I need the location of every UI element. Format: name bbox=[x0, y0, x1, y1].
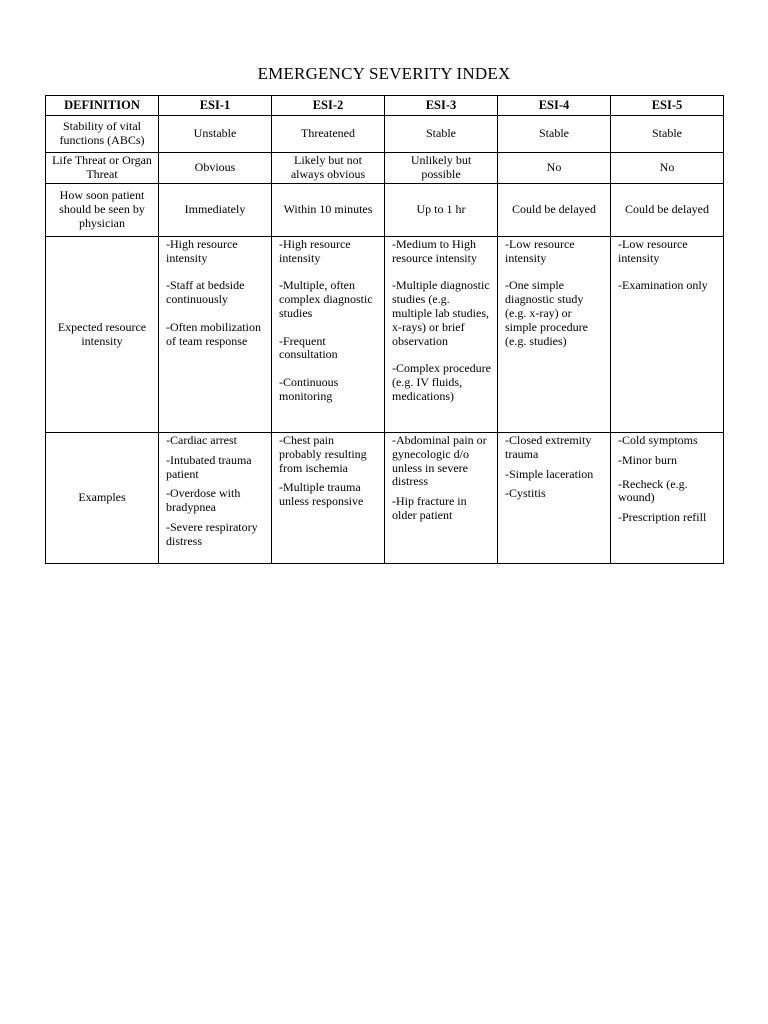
list-item: -Cold symptoms bbox=[618, 433, 698, 447]
table-cell bbox=[385, 433, 498, 564]
table-cell: No bbox=[498, 153, 611, 184]
table-row bbox=[46, 184, 724, 237]
table-cell: Within 10 minutes bbox=[272, 184, 385, 237]
list-item: -Closed extremity trauma bbox=[505, 433, 592, 461]
list-item: -Multiple, often complex diagnostic studies bbox=[279, 278, 373, 320]
document-title: EMERGENCY SEVERITY INDEX bbox=[257, 64, 511, 83]
row-label: Examples bbox=[46, 433, 159, 564]
list-item: -Cystitis bbox=[505, 486, 546, 501]
table-cell bbox=[498, 237, 611, 433]
list-item: -Low resource intensity bbox=[618, 237, 688, 265]
row-label: How soon patient should be seen by physician bbox=[46, 184, 159, 237]
table-cell bbox=[159, 433, 272, 564]
list-item: -Multiple diagnostic studies (e.g. multiple lab studies, x-rays) or brief observation bbox=[392, 278, 490, 348]
list-item: -Chest pain probably resulting from ischemia bbox=[279, 433, 367, 475]
table-cell: Immediately bbox=[159, 184, 272, 237]
list-item: -Staff at bedside continuously bbox=[166, 278, 245, 307]
table-cell: Stable bbox=[611, 116, 724, 153]
list-item: -Examination only bbox=[618, 278, 708, 293]
header-esi-2: ESI-2 bbox=[272, 96, 385, 116]
row-label: Life Threat or Organ Threat bbox=[46, 153, 159, 184]
table-cell: Likely but not always obvious bbox=[272, 153, 385, 184]
header-esi-4: ESI-4 bbox=[498, 96, 611, 116]
table-row bbox=[46, 237, 724, 433]
table-cell: Up to 1 hr bbox=[385, 184, 498, 237]
table-cell: Unlikely but possible bbox=[385, 153, 498, 184]
list-item: -One simple diagnostic study (e.g. x-ray) or simple procedure (e.g. studies) bbox=[505, 278, 588, 348]
table-cell: No bbox=[611, 153, 724, 184]
row-label: Expected resource intensity bbox=[46, 237, 159, 433]
list-item: -Medium to High resource intensity bbox=[392, 237, 477, 265]
header-esi-3: ESI-3 bbox=[385, 96, 498, 116]
table-cell bbox=[611, 433, 724, 564]
table-cell: Obvious bbox=[159, 153, 272, 184]
header-definition: DEFINITION bbox=[46, 96, 159, 116]
list-item: -Prescription refill bbox=[618, 510, 707, 525]
table-cell bbox=[498, 433, 611, 564]
list-item: -Minor burn bbox=[618, 452, 677, 467]
table-cell: Could be delayed bbox=[498, 184, 611, 237]
header-esi-1: ESI-1 bbox=[159, 96, 272, 116]
table-row bbox=[46, 116, 724, 153]
list-item: -High resource intensity bbox=[166, 237, 238, 265]
list-item: -Overdose with bradypnea bbox=[166, 486, 241, 515]
table-row bbox=[46, 153, 724, 184]
list-item: -Simple laceration bbox=[505, 466, 594, 481]
list-item: -Low resource intensity bbox=[505, 237, 575, 265]
table-cell: Stable bbox=[498, 116, 611, 153]
list-item: -Severe respiratory distress bbox=[166, 519, 258, 548]
list-item: -Frequent consultation bbox=[279, 333, 338, 362]
list-item: -Recheck (e.g. wound) bbox=[618, 476, 688, 505]
table-cell bbox=[611, 237, 724, 433]
list-item: -Often mobilization of team response bbox=[166, 319, 261, 348]
table-cell: Stable bbox=[385, 116, 498, 153]
list-item: -Continuous monitoring bbox=[279, 374, 339, 403]
list-item: -Abdominal pain or gynecologic d/o unless in severe distress bbox=[392, 433, 487, 489]
list-item: -High resource intensity bbox=[279, 237, 351, 265]
list-item: -Intubated trauma patient bbox=[166, 452, 252, 481]
header-row bbox=[46, 96, 724, 116]
table-row bbox=[46, 433, 724, 564]
table-cell bbox=[272, 237, 385, 433]
list-item: -Cardiac arrest bbox=[166, 433, 237, 447]
table-cell: Unstable bbox=[159, 116, 272, 153]
row-label: Stability of vital functions (ABCs) bbox=[46, 116, 159, 153]
esi-table bbox=[45, 95, 724, 564]
list-item: -Hip fracture in older patient bbox=[392, 494, 467, 522]
list-item: -Multiple trauma unless responsive bbox=[279, 480, 364, 509]
table-cell bbox=[272, 433, 385, 564]
header-esi-5: ESI-5 bbox=[611, 96, 724, 116]
table-cell bbox=[159, 237, 272, 433]
table-cell: Threatened bbox=[272, 116, 385, 153]
list-item: -Complex procedure (e.g. IV fluids, medications) bbox=[392, 361, 491, 403]
table-cell bbox=[385, 237, 498, 433]
table-cell: Could be delayed bbox=[611, 184, 724, 237]
